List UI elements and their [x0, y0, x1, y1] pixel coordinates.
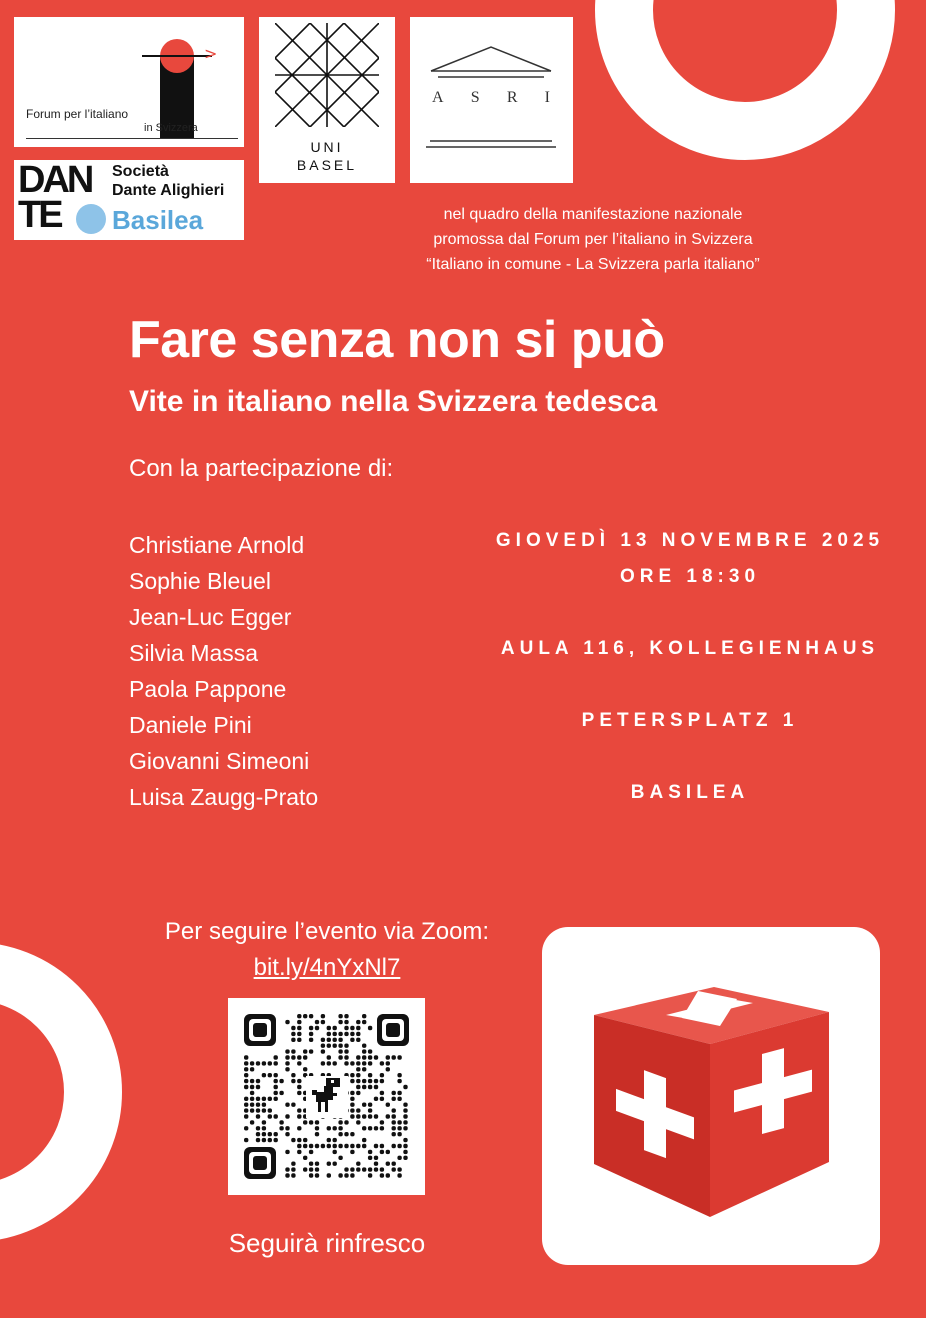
participant-name: Giovanni Simeoni	[129, 748, 310, 774]
forum-logo-line	[142, 55, 212, 57]
event-street: PETERSPLATZ 1	[581, 710, 799, 731]
dante-logo-dot	[76, 204, 106, 234]
participant-name: Jean-Luc Egger	[129, 604, 292, 630]
participant-name: Paola Pappone	[129, 676, 287, 702]
dante-logo-text-1: Società	[112, 163, 169, 180]
event-time: ORE 18:30	[619, 566, 761, 587]
context-line: “Italiano in comune - La Svizzera parla italiano”	[426, 256, 760, 273]
decorative-ring-left	[0, 942, 122, 1242]
unibasel-text-1: UNI	[310, 139, 344, 155]
participant-name: Christiane Arnold	[129, 532, 305, 558]
decorative-ring-top	[595, 0, 895, 160]
dante-logo-text-2: Dante Alighieri	[112, 182, 225, 199]
event-city: BASILEA	[630, 782, 750, 803]
qr-code	[228, 998, 425, 1195]
participant-name: Luisa Zaugg-Prato	[129, 784, 319, 810]
context-line: nel quadro della manifestazione nazionale	[443, 206, 743, 223]
event-subtitle: Vite in italiano nella Svizzera tedesca	[129, 385, 658, 418]
dante-alighieri-logo	[14, 160, 244, 240]
zoom-link[interactable]: bit.ly/4nYxNl7	[253, 954, 401, 981]
forum-logo-text-1: Forum per l’italiano	[26, 107, 129, 121]
zoom-label: Per seguire l’evento via Zoom:	[164, 918, 490, 945]
forum-logo-rule	[26, 138, 238, 139]
asri-letter: S	[470, 89, 480, 106]
dante-logo-word-1: DAN	[18, 159, 92, 201]
swiss-cube-card	[542, 927, 880, 1265]
arrow-right-icon: >	[204, 44, 218, 63]
asri-logo	[410, 17, 573, 183]
event-context	[385, 202, 801, 277]
asri-letters	[432, 89, 550, 107]
unibasel-logo	[259, 17, 395, 183]
qr-code-icon	[242, 1012, 411, 1181]
asri-letter: A	[432, 89, 444, 106]
forum-logo-text-2: in Svizzera	[144, 122, 198, 134]
participants-list	[129, 527, 318, 815]
unibasel-pattern-icon	[275, 23, 379, 127]
forum-italiano-logo	[14, 17, 244, 147]
participant-name: Daniele Pini	[129, 712, 252, 738]
refreshments-note: Seguirà rinfresco	[228, 1228, 426, 1258]
event-date: GIOVEDÌ 13 NOVEMBRE 2025	[495, 530, 885, 551]
event-title: Fare senza non si può	[129, 311, 665, 369]
asri-letter: I	[544, 89, 550, 106]
participant-name: Sophie Bleuel	[129, 568, 271, 594]
dante-logo-text-3: Basilea	[112, 205, 204, 235]
context-line: promossa dal Forum per l’italiano in Svizzera	[433, 231, 753, 248]
participation-label: Con la partecipazione di:	[129, 455, 394, 482]
asri-letter: R	[506, 89, 518, 106]
dante-logo-word-2: TE	[18, 194, 61, 236]
participant-name: Silvia Massa	[129, 640, 259, 666]
swiss-cube-icon	[542, 927, 880, 1265]
event-venue: AULA 116, KOLLEGIENHAUS	[500, 638, 880, 659]
unibasel-text-2: BASEL	[296, 157, 358, 173]
